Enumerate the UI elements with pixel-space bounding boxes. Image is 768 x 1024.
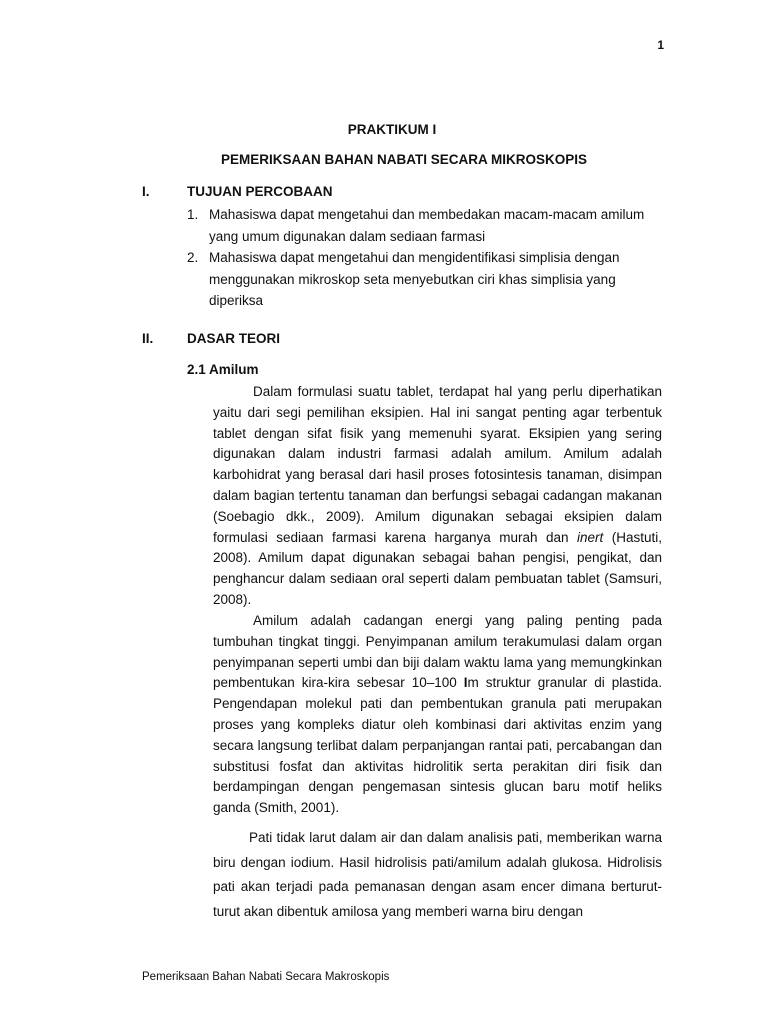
page-subtitle: PEMERIKSAAN BAHAN NABATI SECARA MIKROSKOPIS xyxy=(220,152,588,167)
list-item-line: Mahasiswa dapat mengetahui dan membedakan macam-macam amilum xyxy=(209,207,645,222)
list-item-line: menggunakan mikroskop seta menyebutkan ciri khas simplisia yang xyxy=(209,271,616,287)
page-title: PRAKTIKUM I xyxy=(347,122,437,137)
section-heading: DASAR TEORI xyxy=(187,331,281,346)
list-item-text xyxy=(209,204,662,247)
page-footer: Pemeriksaan Bahan Nabati Secara Makroskopis xyxy=(142,971,390,983)
paragraph xyxy=(213,611,662,819)
italic-term: inert xyxy=(577,529,604,545)
list-item xyxy=(187,204,662,247)
list-item-number: 2. xyxy=(187,250,199,265)
list-item-line: Mahasiswa dapat mengetahui dan mengidentifikasi simplisia dengan xyxy=(209,250,620,265)
section-number: II. xyxy=(142,331,154,346)
paragraph-text: (Hastuti, 2008). Amilum dapat digunakan sebagai bahan pengisi, pengikat, dan penghancur dalam sediaan oral seperti dalam pembuatan tablet (Samsuri, 2008). xyxy=(213,529,662,607)
unit-symbol: I xyxy=(463,675,468,691)
objectives-list xyxy=(187,204,662,312)
section-heading: TUJUAN PERCOBAAN xyxy=(187,184,333,199)
paragraph-text: Dalam formulasi suatu tablet, terdapat hal yang perlu diperhatikan yaitu dari segi pemilihan eksipien. Hal ini sangat penting agar terbentuk tablet dengan sifat fisik yang memenuhi syarat. Eksipien yang sering digunakan dalam industri farmasi adalah amilum. Amilum adalah karbohidrat yang berasal dari hasil proses fotosintesis tanaman, disimpan dalam bagian tertentu tanaman dan berfungsi sebagai cadangan makanan (Soebagio dkk., 2009). Amilum digunakan sebagai eksipien dalam formulasi sediaan farmasi karena harganya murah dan xyxy=(213,384,662,545)
list-item-number: 1. xyxy=(187,207,199,222)
list-item xyxy=(187,247,662,312)
list-item-line: diperiksa xyxy=(209,293,264,308)
paragraph xyxy=(213,382,662,611)
subsection-heading: 2.1 Amilum xyxy=(187,362,259,377)
paragraph-text: Amilum adalah cadangan energi yang paling penting pada tumbuhan tingkat tinggi. Penyimpanan amilum terakumulasi dalam organ penyimpanan seperti umbi dan biji dalam waktu lama yang memungkinkan pembentukan kira-kira sebesar 10–100 xyxy=(213,613,662,691)
list-item-text xyxy=(209,247,662,312)
list-item-line: yang umum digunakan dalam sediaan farmasi xyxy=(209,228,486,244)
section-number: I. xyxy=(142,184,150,199)
paragraph-text: m struktur granular di plastida. Pengendapan molekul pati dan pembentukan granula pati merupakan proses yang kompleks diatur oleh kombinasi dari aktivitas enzim yang secara langsung terlibat dalam perpanjangan rantai pati, percabangan dan substitusi fosfat dan aktivitas hidrolitik serta perakitan diri fisik dan berdampingan dengan pengemasan sintesis glucan baru motif heliks ganda (Smith, 2001). xyxy=(213,675,662,816)
paragraph: Pati tidak larut dalam air dan dalam analisis pati, memberikan warna biru dengan iodium. Hasil hidrolisis pati/amilum adalah glukosa. Hidrolisis pati akan terjadi pada pemanasan dengan asam encer dimana berturut-turut akan dibentuk amilosa yang memberi warna biru dengan xyxy=(213,830,662,919)
page-number: 1 xyxy=(657,38,664,52)
